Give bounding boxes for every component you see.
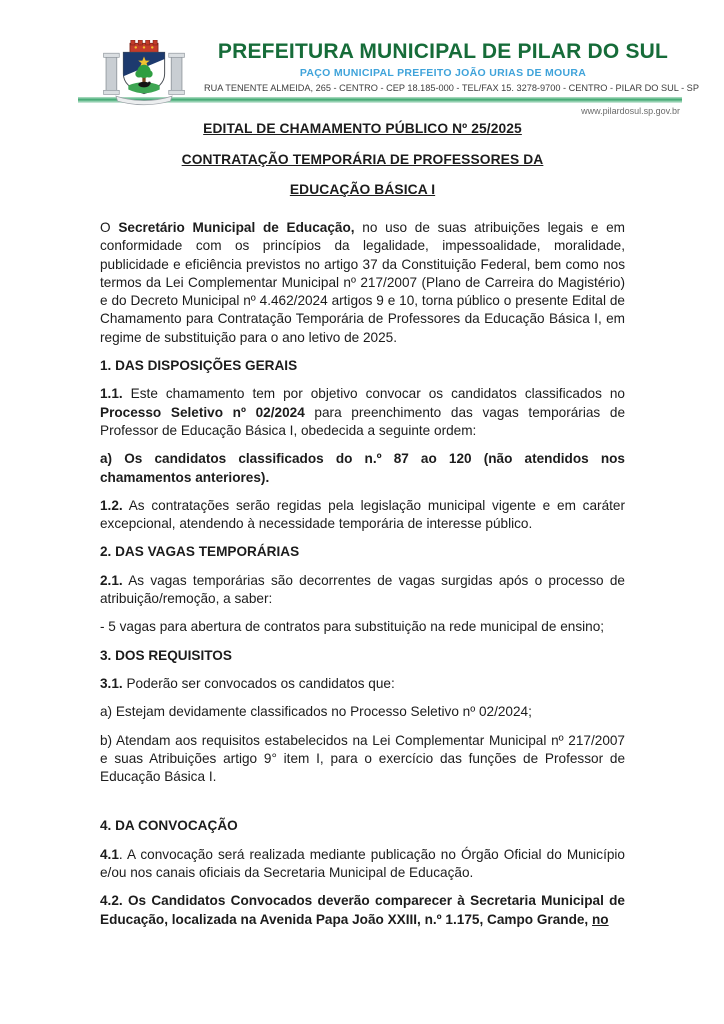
- clause-4-1: 4.1. A convocação será realizada mediante publicação no Órgão Oficial do Município e/ou nos canais oficiais da Secretaria Municipal de Educação.: [100, 846, 625, 881]
- clause-1-2: 1.2. As contratações serão regidas pela legislação municipal vigente e em caráter excepcional, atendendo à necessidade temporária de interesse público.: [100, 497, 625, 532]
- clause-3-1-b: b) Atendam aos requisitos estabelecidos na Lei Complementar Municipal nº 217/2007 e suas Atribuições artigo 9° item I, para o exercício das funções de Professor de Educação Básica I.: [100, 732, 625, 785]
- vacancies-item: - 5 vagas para abertura de contratos para substituição na rede municipal de ensino;: [100, 619, 605, 635]
- clause-1-1-a: a) Os candidatos classificados do n.º 87 ao 120 (não atendidos nos chamamentos anteriores).: [100, 451, 625, 485]
- website-url: www.pilardosul.sp.gov.br: [581, 106, 680, 116]
- clause-3-1-a: a) Estejam devidamente classificados no Processo Seletivo nº 02/2024;: [100, 704, 532, 720]
- letterhead: [78, 40, 699, 100]
- edital-title-line-2: CONTRATAÇÃO TEMPORÁRIA DE PROFESSORES DA: [181, 151, 544, 167]
- address-line: RUA TENENTE ALMEIDA, 265 - CENTRO - CEP 18.185-000 - TEL/FAX 15. 3278-9700 - CENTRO - PILAR DO SUL - SP: [204, 83, 699, 93]
- clause-1-1: 1.1. Este chamamento tem por objetivo convocar os candidatos classificados no Processo Seletivo nº 02/2024 para preenchimento das vagas temporárias de Professor de Educação Básica I, obedecida a seguinte ordem:: [100, 386, 625, 438]
- section-2-heading: 2. DAS VAGAS TEMPORÁRIAS: [100, 544, 300, 560]
- section-gap: [100, 796, 625, 817]
- clause-2-1: 2.1. As vagas temporárias são decorrentes de vagas surgidas após o processo de atribuição/remoção, a saber:: [100, 572, 625, 607]
- hall-name: PAÇO MUNICIPAL PREFEITO JOÃO URIAS DE MOURA: [299, 67, 587, 79]
- letterhead-text: [204, 40, 699, 93]
- coat-of-arms-icon: [100, 40, 188, 106]
- org-name: PREFEITURA MUNICIPAL DE PILAR DO SUL: [217, 40, 669, 63]
- document-content: [100, 120, 625, 939]
- section-3-heading: 3. DOS REQUISITOS: [100, 647, 232, 663]
- clause-4-2: 4.2. Os Candidatos Convocados deverão comparecer à Secretaria Municipal de Educação, localizada na Avenida Papa João XXIII, n.º 1.175, Campo Grande, no: [100, 893, 625, 927]
- section-4-heading: 4. DA CONVOCAÇÃO: [100, 818, 238, 834]
- document-body: [100, 219, 625, 929]
- section-1-heading: 1. DAS DISPOSIÇÕES GERAIS: [100, 358, 298, 374]
- clause-3-1: 3.1. Poderão ser convocados os candidatos que:: [100, 675, 395, 691]
- edital-title-line-1: EDITAL DE CHAMAMENTO PÚBLICO Nº 25/2025: [203, 121, 522, 136]
- opening-paragraph: O Secretário Municipal de Educação, no uso de suas atribuições legais e em conformidade com os princípios da legalidade, impessoalidade, moralidade, publicidade e eficiência previstos no artigo 37 da Constituição Federal, bem como nos termos da Lei Complementar Municipal nº 217/2007 (Plano de Carreira do Magistério) e do Decreto Municipal nº 4.462/2024 artigos 9 e 10, torna público o presente Edital de Chamamento para Contratação Temporária de Professores da Educação Básica I, em regime de substituição para o ano letivo de 2025.: [100, 220, 625, 345]
- edital-title-line-3: EDUCAÇÃO BÁSICA I: [289, 182, 436, 197]
